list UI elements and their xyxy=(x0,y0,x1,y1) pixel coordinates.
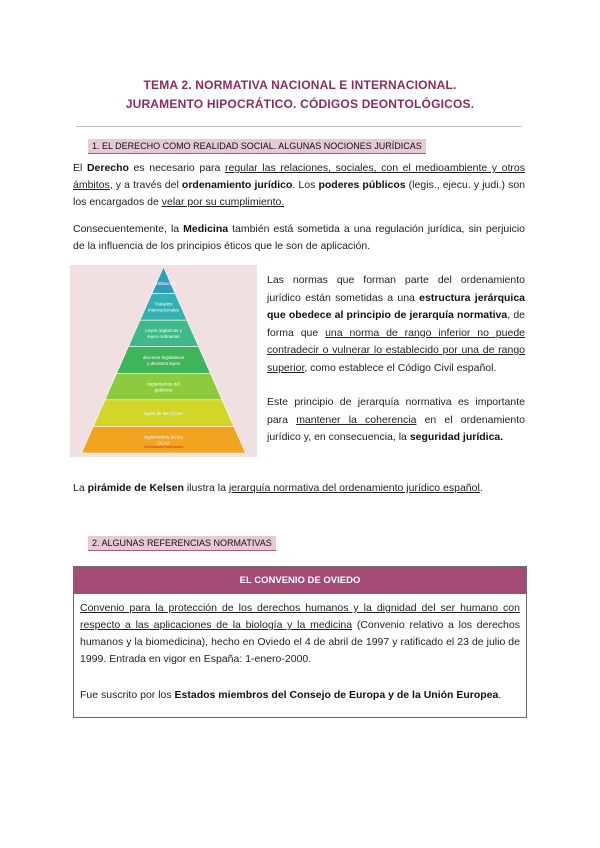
text-bold: pirámide de Kelsen xyxy=(87,482,184,494)
convenio-paragraph1 xyxy=(80,600,520,668)
pyramid-level-label: Leyes orgánicas y xyxy=(144,328,183,334)
text-run: , y a través del xyxy=(109,179,182,191)
pyramid-level-label: internacionales xyxy=(148,307,179,313)
document-title-line2: JURAMENTO HIPOCRÁTICO. CÓDIGOS DEONTOLÓGICOS. xyxy=(125,97,475,111)
text-underlined: una norma de rango inferior no puede contradecir o vulnerar lo establecido por una de rango superior xyxy=(267,326,525,374)
pyramid-level-label: y decretos leyes xyxy=(146,360,181,366)
text-run: Las normas que forman parte del ordenamiento jurídico están sometidas a una xyxy=(267,274,525,304)
text-run: (Convenio relativo a los derechos humanos y la biomedicina), hecho en Oviedo el 4 de abril de 1997 y ratificado el 23 de julio de 1999. Entrada en vigor en España: 1-enero-2000. xyxy=(80,619,520,665)
convenio-paragraph2 xyxy=(80,687,520,704)
text-run: , de forma que xyxy=(267,309,525,339)
convenio-box-body xyxy=(74,594,526,704)
text-underlined: regular las relaciones, sociales, con el medioambiente y otros ámbitos xyxy=(73,162,525,191)
kelsen-pyramid xyxy=(70,265,257,457)
document-title-line1: TEMA 2. NORMATIVA NACIONAL E INTERNACIONAL. xyxy=(143,78,457,92)
text-run: . xyxy=(498,689,502,701)
text-run: (legis., ejecu. y judi.) son los encargados de xyxy=(73,179,526,208)
text-underlined: velar por su cumplimiento. xyxy=(161,196,285,208)
text-bold: Estados miembros del Consejo de Europa y de la Unión Europea xyxy=(174,689,499,701)
pyramid-level-label: reglamentos de las xyxy=(144,434,183,440)
pyramid-level-label: gobierno xyxy=(154,387,173,393)
text-run: . Los xyxy=(292,179,319,191)
text-underlined: jerarquía normativa del ordenamiento jurídico español xyxy=(228,482,480,494)
pyramid-level-label: leyes ordinarias xyxy=(147,334,180,340)
text-bold: ordenamiento jurídico xyxy=(181,179,293,191)
pyramid-footnote: Ordenanzas municipales xyxy=(143,445,184,449)
text-run: en el ordenamiento jurídico y, en consecuencia, la xyxy=(267,413,525,443)
text-underlined: mantener la coherencia xyxy=(296,413,417,426)
text-run: Fue suscrito por los xyxy=(80,689,175,701)
section1-paragraph1 xyxy=(73,160,525,211)
text-bold: estructura jerárquica que obedece al principio de jerarquía normativa xyxy=(267,291,525,321)
text-run: El xyxy=(73,162,87,174)
text-run: La xyxy=(73,482,88,494)
text-bold: seguridad jurídica. xyxy=(409,431,504,443)
convenio-box-title: EL CONVENIO DE OVIEDO xyxy=(74,567,526,594)
section1-paragraph5 xyxy=(73,480,525,497)
section1-paragraph3 xyxy=(267,272,525,377)
convenio-full-name: Convenio para la protección de los derechos humanos y la dignidad del ser humano con respecto a las aplicaciones de la biología y la medicina xyxy=(80,602,520,631)
title-divider xyxy=(76,126,522,127)
text-run: ilustra la xyxy=(183,482,229,494)
pyramid-level-label: decretos legislativos xyxy=(142,354,185,360)
text-bold: poderes públicos xyxy=(318,179,406,191)
pyramid-level-label: constitución xyxy=(151,281,176,287)
pyramid-svg xyxy=(70,265,257,457)
pyramid-level-label: leyes de las CCAA xyxy=(144,410,183,416)
text-run: Este principio de jerarquía normativa es importante para xyxy=(267,396,525,426)
pyramid-level-label: CCAA xyxy=(157,440,170,446)
text-run: también está sometida a una regulación jurídica, sin perjuicio de la influencia de los principios éticos que le son de aplicación. xyxy=(73,223,525,252)
pyramid-level-label: Tratados xyxy=(154,301,173,307)
section2-heading: 2. ALGUNAS REFERENCIAS NORMATIVAS xyxy=(88,536,276,551)
section1-paragraph4 xyxy=(267,394,525,447)
text-run: , como establece el Código Civil español. xyxy=(304,361,497,374)
text-run: Consecuentemente, la xyxy=(73,223,184,235)
text-bold: Derecho xyxy=(86,162,129,174)
section1-heading: 1. EL DERECHO COMO REALIDAD SOCIAL. ALGUNAS NOCIONES JURÍDICAS xyxy=(88,139,426,154)
section1-paragraph2 xyxy=(73,221,525,255)
convenio-box xyxy=(73,566,527,718)
pyramid-level-label: reglamentos del xyxy=(147,381,180,387)
text-run: es necesario para xyxy=(128,162,225,174)
text-bold: Medicina xyxy=(183,223,229,235)
text-run: . xyxy=(479,482,483,494)
